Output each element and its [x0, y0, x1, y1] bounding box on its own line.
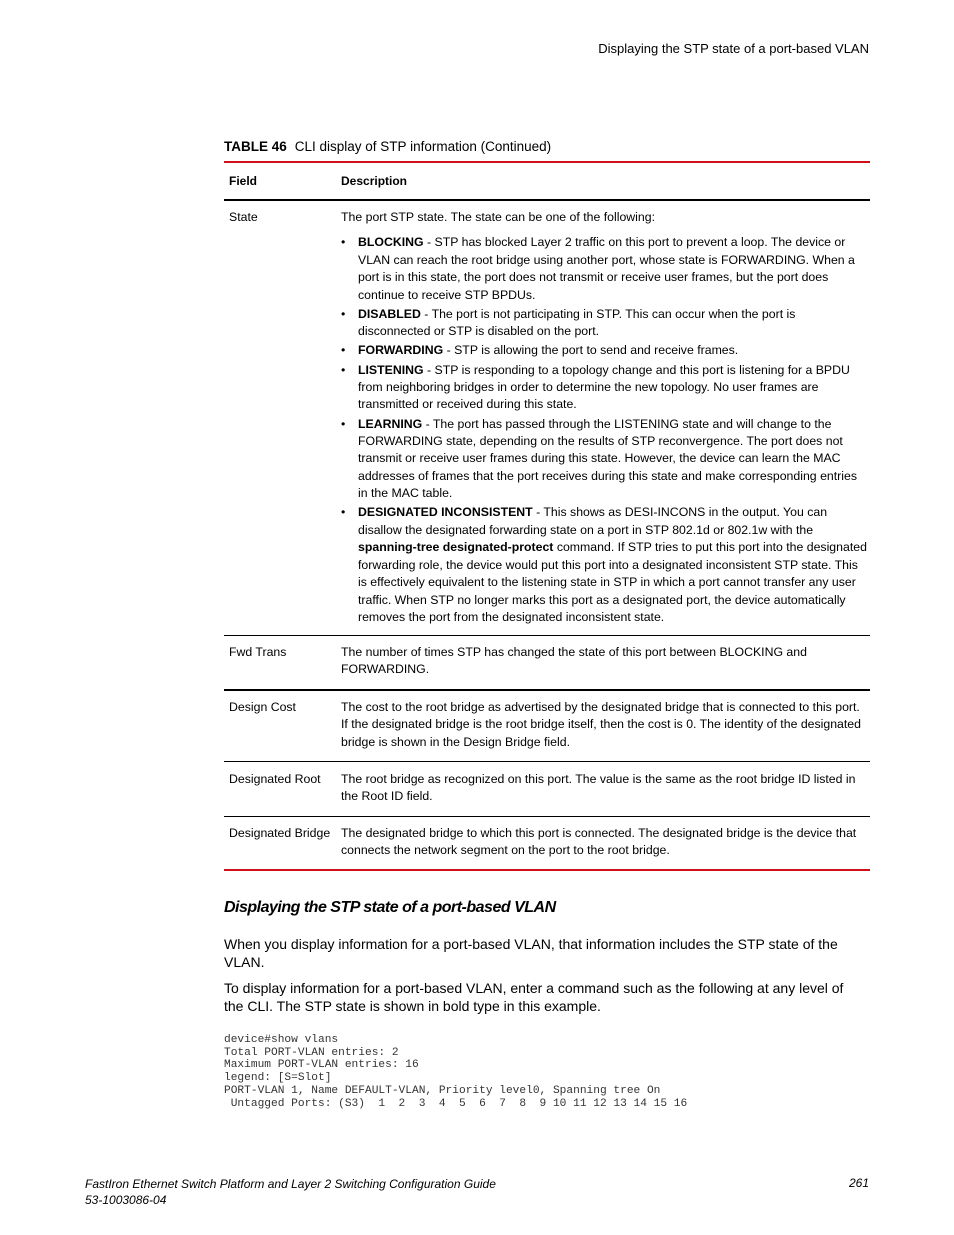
row-divider [224, 816, 870, 817]
table-row-description: The designated bridge to which this port is connected. The designated bridge is the device that connects the network segment on the port to the root bridge. [341, 826, 857, 858]
table-row-description [341, 209, 868, 628]
table-header-rule [224, 199, 870, 201]
row-divider [224, 761, 870, 762]
state-term: DISABLED [358, 306, 421, 321]
page-number: 261 [848, 1176, 869, 1190]
row-divider [224, 635, 870, 636]
running-header: Displaying the STP state of a port-based VLAN [598, 41, 869, 56]
code-block [224, 1034, 687, 1110]
table-row-field: Design Cost [229, 700, 296, 714]
state-term: LISTENING [358, 362, 424, 377]
command-name: spanning-tree designated-protect [358, 540, 554, 555]
column-header-field: Field [229, 174, 258, 188]
row-divider [224, 689, 870, 691]
list-item [341, 342, 868, 359]
code-line: legend: [S=Slot] [224, 1072, 332, 1085]
table-row-description: The number of times STP has changed the state of this port between BLOCKING and FORWARDING. [341, 645, 807, 677]
code-line: Untagged Ports: (S3) 1 2 3 4 5 6 7 8 9 10 11 12 13 14 15 16 [224, 1097, 688, 1110]
code-line: Maximum PORT-VLAN entries: 16 [224, 1059, 419, 1072]
footer-doc-number: 53-1003086-04 [85, 1193, 167, 1207]
table-row-field: State [229, 210, 258, 224]
code-line: device#show vlans [224, 1034, 339, 1046]
state-text: - The port is not participating in STP. This can occur when the port is disconnected or STP is disabled on the port. [358, 306, 796, 339]
table-row-description: The cost to the root bridge as advertised by the designated bridge that is connected to this port. If the designated bridge is the root bridge itself, then the cost is 0. The identity of the designated bridge is shown in the Design Bridge field. [341, 700, 861, 749]
table-bottom-rule [224, 869, 870, 871]
footer-guide-info [85, 1176, 496, 1208]
state-text: command. If STP tries to put this port into the designated forwarding role, the device would put this port into a designated inconsistent STP state. This is effectively equivalent to the listening state in STP in which a port cannot transfer any user traffic. When STP no longer marks this port as a designated port, the device automatically removes the port from the designated inconsistent state. [358, 540, 867, 624]
table-label: TABLE 46 [224, 139, 287, 154]
state-term: BLOCKING [358, 235, 424, 250]
body-paragraph: When you display information for a port-based VLAN, that information includes the STP state of the VLAN. [224, 936, 838, 970]
footer-guide-title: FastIron Ethernet Switch Platform and Layer 2 Switching Configuration Guide [85, 1177, 496, 1191]
state-text: - This shows as DESI-INCONS in the output. You can disallow the designated forwarding state on a port in STP 802.1d or 802.1w with the [358, 505, 828, 537]
table-caption-text: CLI display of STP information (Continued) [294, 139, 552, 154]
state-text: - STP is responding to a topology change and this port is listening for a BPDU from neighboring bridges in order to determine the new topology. No user frames are transmitted or received during this state. [358, 362, 850, 412]
state-text: - STP is allowing the port to send and receive frames. [443, 343, 739, 358]
list-item [341, 306, 868, 341]
state-term: DESIGNATED INCONSISTENT [358, 505, 533, 520]
section-heading: Displaying the STP state of a port-based VLAN [224, 899, 556, 916]
table-row-field: Fwd Trans [229, 645, 287, 659]
state-term: LEARNING [358, 416, 423, 431]
table-row-field: Designated Bridge [229, 826, 331, 840]
table-row-description: The root bridge as recognized on this port. The value is the same as the root bridge ID listed in the Root ID field. [341, 772, 856, 804]
code-line: PORT-VLAN 1, Name DEFAULT-VLAN, Priority level0, Spanning tree On [224, 1084, 661, 1097]
code-line: Total PORT-VLAN entries: 2 [224, 1046, 399, 1059]
body-paragraph: To display information for a port-based VLAN, enter a command such as the following at any level of the CLI. The STP state is shown in bold type in this example. [224, 980, 844, 1014]
list-item [341, 504, 868, 626]
column-header-description: Description [341, 174, 408, 188]
table-caption [224, 139, 551, 154]
list-item [341, 234, 868, 304]
table-top-rule [224, 161, 870, 163]
state-text: - The port has passed through the LISTENING state and will change to the FORWARDING state, depending on the results of STP reconvergence. The port does not transmit or receive user frames during this state. However, the device can learn the MAC addresses of frames that the port receives during this state and make corresponding entries in the MAC table. [358, 416, 857, 501]
state-text: - STP has blocked Layer 2 traffic on this port to prevent a loop. The device or VLAN can reach the root bridge using another port, whose state is FORWARDING. When a port is in this state, the port does not transmit or receive user frames, but the port does continue to receive STP BPDUs. [358, 235, 855, 302]
table-row-field: Designated Root [229, 772, 321, 786]
state-term: FORWARDING [358, 343, 444, 358]
state-intro: The port STP state. The state can be one of the following: [341, 210, 655, 224]
list-item [341, 362, 868, 414]
list-item [341, 416, 868, 503]
state-list [341, 234, 868, 626]
